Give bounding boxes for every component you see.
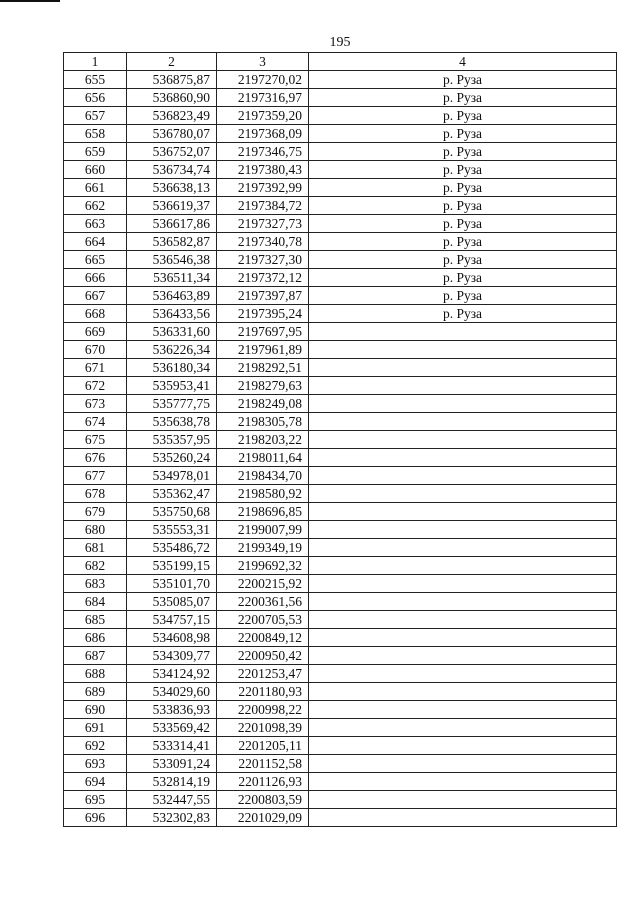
table-row — [64, 629, 617, 647]
x-coordinate-cell: 536875,87 — [127, 71, 217, 89]
description-cell — [309, 521, 617, 539]
column-header-2: 2 — [127, 53, 217, 71]
table-row — [64, 215, 617, 233]
y-coordinate-cell: 2197340,78 — [217, 233, 309, 251]
point-number-cell: 674 — [64, 413, 127, 431]
description-cell — [309, 485, 617, 503]
point-number-cell: 695 — [64, 791, 127, 809]
x-coordinate-cell: 534309,77 — [127, 647, 217, 665]
description-cell — [309, 503, 617, 521]
table-row — [64, 539, 617, 557]
table-row — [64, 755, 617, 773]
x-coordinate-cell: 535486,72 — [127, 539, 217, 557]
description-cell — [309, 377, 617, 395]
x-coordinate-cell: 536331,60 — [127, 323, 217, 341]
description-cell — [309, 737, 617, 755]
table-row — [64, 593, 617, 611]
y-coordinate-cell: 2197380,43 — [217, 161, 309, 179]
description-cell — [309, 395, 617, 413]
table-row — [64, 503, 617, 521]
table-row — [64, 377, 617, 395]
point-number-cell: 669 — [64, 323, 127, 341]
x-coordinate-cell: 535085,07 — [127, 593, 217, 611]
column-header-3: 3 — [217, 53, 309, 71]
table-row — [64, 557, 617, 575]
table-row — [64, 449, 617, 467]
table-row — [64, 719, 617, 737]
x-coordinate-cell: 534029,60 — [127, 683, 217, 701]
point-number-cell: 675 — [64, 431, 127, 449]
point-number-cell: 658 — [64, 125, 127, 143]
point-number-cell: 657 — [64, 107, 127, 125]
column-header-1: 1 — [64, 53, 127, 71]
x-coordinate-cell: 536734,74 — [127, 161, 217, 179]
x-coordinate-cell: 536752,07 — [127, 143, 217, 161]
description-cell: р. Руза — [309, 233, 617, 251]
y-coordinate-cell: 2197384,72 — [217, 197, 309, 215]
description-cell: р. Руза — [309, 305, 617, 323]
x-coordinate-cell: 536226,34 — [127, 341, 217, 359]
x-coordinate-cell: 536511,34 — [127, 269, 217, 287]
point-number-cell: 656 — [64, 89, 127, 107]
x-coordinate-cell: 534757,15 — [127, 611, 217, 629]
table-body — [64, 71, 617, 827]
x-coordinate-cell: 535362,47 — [127, 485, 217, 503]
table-row — [64, 521, 617, 539]
description-cell — [309, 755, 617, 773]
point-number-cell: 668 — [64, 305, 127, 323]
point-number-cell: 682 — [64, 557, 127, 575]
x-coordinate-cell: 536638,13 — [127, 179, 217, 197]
description-cell: р. Руза — [309, 269, 617, 287]
y-coordinate-cell: 2199692,32 — [217, 557, 309, 575]
table-row — [64, 179, 617, 197]
description-cell — [309, 647, 617, 665]
y-coordinate-cell: 2197359,20 — [217, 107, 309, 125]
y-coordinate-cell: 2199007,99 — [217, 521, 309, 539]
y-coordinate-cell: 2197316,97 — [217, 89, 309, 107]
y-coordinate-cell: 2197270,02 — [217, 71, 309, 89]
x-coordinate-cell: 536619,37 — [127, 197, 217, 215]
x-coordinate-cell: 535953,41 — [127, 377, 217, 395]
point-number-cell: 661 — [64, 179, 127, 197]
y-coordinate-cell: 2198434,70 — [217, 467, 309, 485]
x-coordinate-cell: 536860,90 — [127, 89, 217, 107]
x-coordinate-cell: 536463,89 — [127, 287, 217, 305]
description-cell — [309, 413, 617, 431]
table-row — [64, 701, 617, 719]
point-number-cell: 689 — [64, 683, 127, 701]
x-coordinate-cell: 534608,98 — [127, 629, 217, 647]
y-coordinate-cell: 2200361,56 — [217, 593, 309, 611]
x-coordinate-cell: 536582,87 — [127, 233, 217, 251]
description-cell: р. Руза — [309, 215, 617, 233]
table-row — [64, 251, 617, 269]
x-coordinate-cell: 536823,49 — [127, 107, 217, 125]
table-row — [64, 89, 617, 107]
point-number-cell: 690 — [64, 701, 127, 719]
y-coordinate-cell: 2198011,64 — [217, 449, 309, 467]
description-cell — [309, 359, 617, 377]
point-number-cell: 684 — [64, 593, 127, 611]
column-header-4: 4 — [309, 53, 617, 71]
table-row — [64, 161, 617, 179]
x-coordinate-cell: 536546,38 — [127, 251, 217, 269]
table-row — [64, 233, 617, 251]
point-number-cell: 694 — [64, 773, 127, 791]
description-cell: р. Руза — [309, 251, 617, 269]
description-cell: р. Руза — [309, 125, 617, 143]
point-number-cell: 692 — [64, 737, 127, 755]
description-cell: р. Руза — [309, 179, 617, 197]
point-number-cell: 672 — [64, 377, 127, 395]
y-coordinate-cell: 2201152,58 — [217, 755, 309, 773]
point-number-cell: 671 — [64, 359, 127, 377]
description-cell — [309, 611, 617, 629]
description-cell — [309, 791, 617, 809]
point-number-cell: 673 — [64, 395, 127, 413]
table-row — [64, 305, 617, 323]
y-coordinate-cell: 2201029,09 — [217, 809, 309, 827]
description-cell — [309, 629, 617, 647]
y-coordinate-cell: 2197697,95 — [217, 323, 309, 341]
point-number-cell: 679 — [64, 503, 127, 521]
y-coordinate-cell: 2198279,63 — [217, 377, 309, 395]
y-coordinate-cell: 2200705,53 — [217, 611, 309, 629]
header-row — [64, 53, 617, 71]
point-number-cell: 683 — [64, 575, 127, 593]
x-coordinate-cell: 534978,01 — [127, 467, 217, 485]
table-header — [64, 53, 617, 71]
x-coordinate-cell: 535553,31 — [127, 521, 217, 539]
description-cell — [309, 719, 617, 737]
y-coordinate-cell: 2200998,22 — [217, 701, 309, 719]
description-cell — [309, 449, 617, 467]
y-coordinate-cell: 2197368,09 — [217, 125, 309, 143]
point-number-cell: 686 — [64, 629, 127, 647]
description-cell — [309, 341, 617, 359]
point-number-cell: 687 — [64, 647, 127, 665]
table-row — [64, 737, 617, 755]
point-number-cell: 693 — [64, 755, 127, 773]
description-cell: р. Руза — [309, 89, 617, 107]
y-coordinate-cell: 2200849,12 — [217, 629, 309, 647]
corner-mark — [0, 0, 60, 2]
x-coordinate-cell: 536180,34 — [127, 359, 217, 377]
x-coordinate-cell: 536780,07 — [127, 125, 217, 143]
table-row — [64, 575, 617, 593]
table-row — [64, 683, 617, 701]
table-row — [64, 107, 617, 125]
point-number-cell: 660 — [64, 161, 127, 179]
point-number-cell: 665 — [64, 251, 127, 269]
description-cell: р. Руза — [309, 161, 617, 179]
table-row — [64, 395, 617, 413]
table-row — [64, 809, 617, 827]
y-coordinate-cell: 2198580,92 — [217, 485, 309, 503]
table-row — [64, 71, 617, 89]
y-coordinate-cell: 2201098,39 — [217, 719, 309, 737]
table-row — [64, 287, 617, 305]
description-cell — [309, 701, 617, 719]
description-cell — [309, 683, 617, 701]
y-coordinate-cell: 2201253,47 — [217, 665, 309, 683]
point-number-cell: 691 — [64, 719, 127, 737]
description-cell — [309, 539, 617, 557]
y-coordinate-cell: 2201205,11 — [217, 737, 309, 755]
table-row — [64, 665, 617, 683]
table-row — [64, 611, 617, 629]
x-coordinate-cell: 535260,24 — [127, 449, 217, 467]
point-number-cell: 659 — [64, 143, 127, 161]
x-coordinate-cell: 536433,56 — [127, 305, 217, 323]
y-coordinate-cell: 2200950,42 — [217, 647, 309, 665]
y-coordinate-cell: 2198249,08 — [217, 395, 309, 413]
description-cell: р. Руза — [309, 287, 617, 305]
y-coordinate-cell: 2197392,99 — [217, 179, 309, 197]
x-coordinate-cell: 535777,75 — [127, 395, 217, 413]
description-cell — [309, 665, 617, 683]
point-number-cell: 688 — [64, 665, 127, 683]
point-number-cell: 667 — [64, 287, 127, 305]
y-coordinate-cell: 2198305,78 — [217, 413, 309, 431]
y-coordinate-cell: 2200803,59 — [217, 791, 309, 809]
table-row — [64, 143, 617, 161]
y-coordinate-cell: 2197346,75 — [217, 143, 309, 161]
y-coordinate-cell: 2201126,93 — [217, 773, 309, 791]
y-coordinate-cell: 2200215,92 — [217, 575, 309, 593]
description-cell — [309, 575, 617, 593]
x-coordinate-cell: 533569,42 — [127, 719, 217, 737]
description-cell: р. Руза — [309, 143, 617, 161]
point-number-cell: 681 — [64, 539, 127, 557]
y-coordinate-cell: 2197961,89 — [217, 341, 309, 359]
x-coordinate-cell: 532447,55 — [127, 791, 217, 809]
x-coordinate-cell: 535357,95 — [127, 431, 217, 449]
point-number-cell: 676 — [64, 449, 127, 467]
table-row — [64, 413, 617, 431]
x-coordinate-cell: 533091,24 — [127, 755, 217, 773]
x-coordinate-cell: 532302,83 — [127, 809, 217, 827]
table-row — [64, 773, 617, 791]
description-cell — [309, 773, 617, 791]
point-number-cell: 696 — [64, 809, 127, 827]
table-row — [64, 197, 617, 215]
table-row — [64, 647, 617, 665]
description-cell — [309, 557, 617, 575]
table-row — [64, 467, 617, 485]
x-coordinate-cell: 535750,68 — [127, 503, 217, 521]
point-number-cell: 678 — [64, 485, 127, 503]
table-row — [64, 485, 617, 503]
x-coordinate-cell: 535199,15 — [127, 557, 217, 575]
x-coordinate-cell: 533314,41 — [127, 737, 217, 755]
point-number-cell: 666 — [64, 269, 127, 287]
description-cell: р. Руза — [309, 107, 617, 125]
x-coordinate-cell: 536617,86 — [127, 215, 217, 233]
description-cell: р. Руза — [309, 71, 617, 89]
point-number-cell: 664 — [64, 233, 127, 251]
y-coordinate-cell: 2197395,24 — [217, 305, 309, 323]
point-number-cell: 662 — [64, 197, 127, 215]
y-coordinate-cell: 2198696,85 — [217, 503, 309, 521]
x-coordinate-cell: 535101,70 — [127, 575, 217, 593]
table-row — [64, 791, 617, 809]
point-number-cell: 677 — [64, 467, 127, 485]
table-row — [64, 359, 617, 377]
description-cell — [309, 431, 617, 449]
description-cell — [309, 323, 617, 341]
point-number-cell: 663 — [64, 215, 127, 233]
table-row — [64, 125, 617, 143]
point-number-cell: 670 — [64, 341, 127, 359]
point-number-cell: 655 — [64, 71, 127, 89]
y-coordinate-cell: 2197372,12 — [217, 269, 309, 287]
table-row — [64, 341, 617, 359]
y-coordinate-cell: 2201180,93 — [217, 683, 309, 701]
y-coordinate-cell: 2198292,51 — [217, 359, 309, 377]
x-coordinate-cell: 535638,78 — [127, 413, 217, 431]
point-number-cell: 680 — [64, 521, 127, 539]
y-coordinate-cell: 2198203,22 — [217, 431, 309, 449]
table-row — [64, 431, 617, 449]
description-cell — [309, 809, 617, 827]
y-coordinate-cell: 2197327,30 — [217, 251, 309, 269]
point-number-cell: 685 — [64, 611, 127, 629]
description-cell: р. Руза — [309, 197, 617, 215]
y-coordinate-cell: 2197327,73 — [217, 215, 309, 233]
page-number: 195 — [329, 35, 351, 50]
x-coordinate-cell: 532814,19 — [127, 773, 217, 791]
x-coordinate-cell: 534124,92 — [127, 665, 217, 683]
table-row — [64, 269, 617, 287]
x-coordinate-cell: 533836,93 — [127, 701, 217, 719]
table-row — [64, 323, 617, 341]
coordinates-table — [63, 52, 617, 827]
y-coordinate-cell: 2199349,19 — [217, 539, 309, 557]
y-coordinate-cell: 2197397,87 — [217, 287, 309, 305]
description-cell — [309, 593, 617, 611]
description-cell — [309, 467, 617, 485]
